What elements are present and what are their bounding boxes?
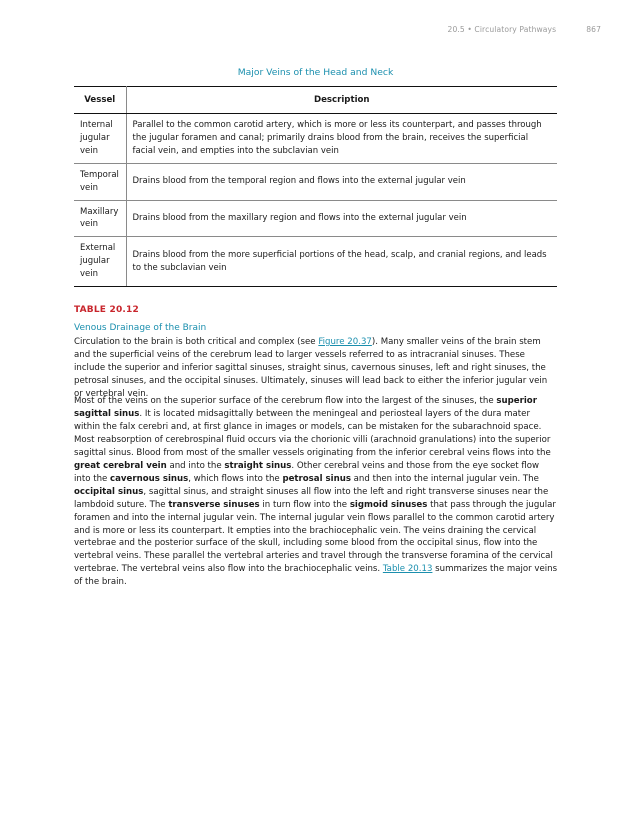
description-cell: Parallel to the common carotid artery, which is more or less its counterpart, and passes through the jugular foramen and canal; primarily drains blood from the brain, receives the superficial facial vein, and empties into the subclavian vein	[126, 114, 557, 164]
description-cell: Drains blood from the maxillary region and flows into the external jugular vein	[126, 200, 557, 237]
text-run: . It is located midsagittally between the meningeal and periosteal layers of the dura mater within the falx cerebri and, at first glance in images or models, can be mistaken for the subarachnoid space. Most reabsorption of cerebrospinal fluid occurs via the chorionic villi (arachnoid granulations) into the superior sagittal sinus. Blood from most of the smaller vessels originating from the inferior cerebral veins flows into the	[74, 408, 551, 458]
text-run: , sagittal sinus, and straight sinuses all flow into the left and right transverse sinuses near the lambdoid suture. The	[74, 486, 549, 510]
figure-link[interactable]: Figure 20.37	[318, 337, 372, 347]
paragraph-sinuses	[74, 395, 558, 589]
text-run: that pass through the jugular foramen and into the internal jugular vein. The internal jugular vein flows parallel to the common carotid artery and is more or less its counterpart. It empties into the brachiocephalic vein. The veins draining the cervical vertebrae and the posterior surface of the skull, including some blood from the occipital sinus, flow into the vertebral veins. These parallel the vertebral arteries and travel through the transverse foramina of the cervical vertebrae. The vertebral veins also flow into the brachiocephalic veins.	[74, 499, 556, 575]
paragraph-intro	[74, 336, 558, 401]
description-cell: Drains blood from the temporal region and flows into the external jugular vein	[126, 163, 557, 200]
key-term: petrosal sinus	[282, 473, 351, 484]
column-header-vessel: Vessel	[74, 87, 126, 114]
vessel-cell: Maxillary vein	[74, 200, 126, 237]
key-term: superior sagittal sinus	[74, 396, 537, 419]
running-title: 20.5 • Circulatory Pathways	[447, 25, 557, 34]
table-label: TABLE 20.12	[74, 305, 139, 315]
page-number: 867	[586, 25, 601, 34]
text-run: Circulation to the brain is both critical and complex (see	[74, 337, 319, 347]
table-header-row	[74, 87, 557, 114]
key-term: straight sinus	[224, 460, 292, 471]
text-run: ). Many smaller veins of the brain stem and the superficial veins of the cerebrum lead to larger vessels referred to as intracranial sinuses. These include the superior and inferior sagittal sinuses, straight sinus, cavernous sinuses, left and right sinuses, the petrosal sinuses, and the occipital sinuses. Ultimately, sinuses will lead back to either the inferior jugular vein or vertebral vein.	[74, 337, 548, 399]
vessel-cell: Temporal vein	[74, 163, 126, 200]
veins-table	[74, 86, 557, 287]
table-row	[74, 163, 557, 200]
key-term: sigmoid sinuses	[349, 499, 428, 510]
text-run: in turn flow into the	[259, 499, 350, 510]
table-row	[74, 200, 557, 237]
text-run: Most of the veins on the superior surface of the cerebrum flow into the largest of the sinuses, the	[74, 396, 497, 406]
text-run: and into the	[166, 460, 225, 471]
key-term: great cerebral vein	[74, 460, 167, 471]
text-run: , which flows into the	[188, 473, 283, 484]
table-link[interactable]: Table 20.13	[382, 564, 433, 575]
key-term: occipital sinus	[74, 486, 144, 497]
vessel-cell: External jugular vein	[74, 237, 126, 287]
vessel-cell: Internal jugular vein	[74, 114, 126, 164]
text-run: summarizes the major veins of the brain.	[74, 564, 558, 588]
column-header-description: Description	[126, 87, 557, 114]
text-run: and then into the internal jugular vein. The	[350, 473, 539, 484]
table-row	[74, 114, 557, 164]
key-term: cavernous sinus	[110, 473, 189, 484]
key-term: transverse sinuses	[168, 499, 260, 510]
section-heading: Venous Drainage of the Brain	[74, 323, 207, 333]
description-cell: Drains blood from the more superficial portions of the head, scalp, and cranial regions, and leads to the subclavian vein	[126, 237, 557, 287]
table-title: Major Veins of the Head and Neck	[237, 67, 394, 78]
running-header	[448, 25, 601, 34]
table-row	[74, 237, 557, 287]
text-run: . Other cerebral veins and those from the eye socket flow into the	[74, 460, 540, 484]
